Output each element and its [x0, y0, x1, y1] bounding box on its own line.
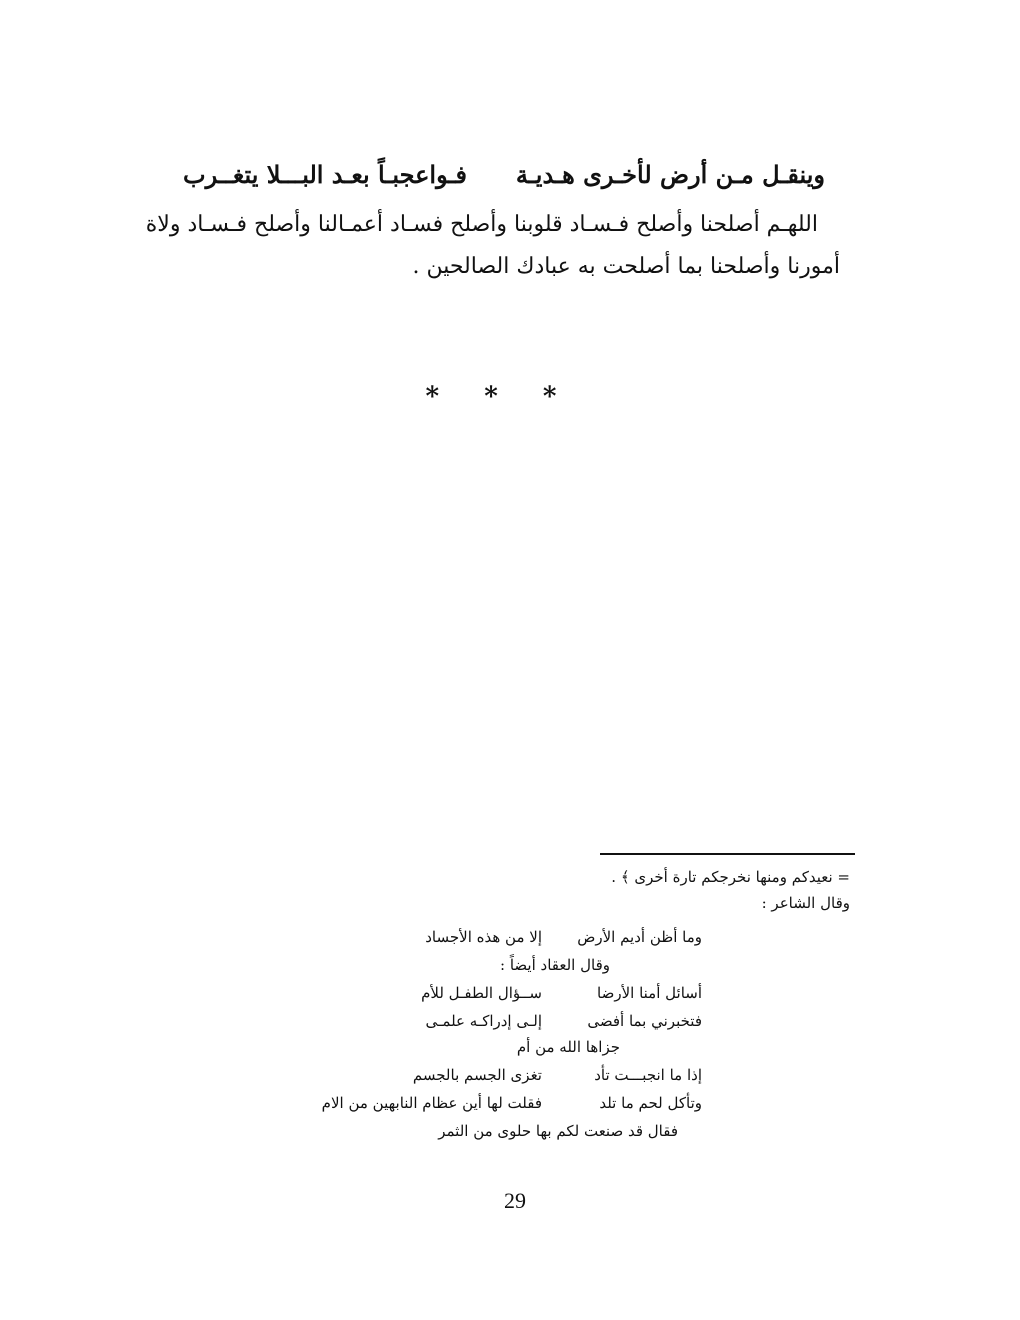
- poem-second-half: ســؤال الطفـل للأم: [421, 984, 542, 1002]
- prayer-line-1: اللهـم أصلحنا وأصلح فـسـاد قلوبنا وأصلح فسـاد أعمـالنا وأصلح فـسـاد ولاة: [145, 212, 818, 237]
- footnote-divider: [600, 853, 855, 855]
- poem-single-line: وقال العقاد أيضاً :: [500, 956, 610, 974]
- poem-first-half: فتخبرني بما أفضى: [587, 1012, 702, 1030]
- verse-second-hemistich: فـواعجبـاً بعـد البـــلا يتغــرب: [183, 160, 467, 189]
- poem-row: [250, 1012, 850, 1040]
- poem-second-half: إلـى إدراكـه علمـى: [425, 1012, 542, 1030]
- section-separator: * * *: [425, 382, 575, 412]
- poem-row: [250, 984, 850, 1012]
- poem-first-half: إذا ما انجبـــت تأد: [594, 1066, 702, 1084]
- footnote-continuation: = نعيدكم ومنها نخرجكم تارة أخرى ﴾ .: [611, 868, 850, 886]
- poem-row: [250, 1094, 850, 1122]
- poem-second-half: تغزى الجسم بالجسم: [412, 1066, 542, 1084]
- poem-single-line: فقال قد صنعت لكم بها حلوى من الثمر: [438, 1122, 678, 1140]
- poem-row: [250, 1122, 850, 1150]
- poem-first-half: وتأكل لحم ما تلد: [599, 1094, 702, 1112]
- poem-row: [250, 1066, 850, 1094]
- prayer-paragraph: [145, 204, 840, 288]
- poem-row: [250, 1038, 850, 1066]
- verse-first-hemistich: وينقـل مـن أرض لأخـرى هـديـة: [515, 160, 825, 189]
- poem-second-half: فقلت لها أين عظام النابهين من الام: [321, 1094, 542, 1112]
- poem-row: [250, 956, 850, 984]
- poem-row: [250, 928, 850, 956]
- poem-second-half: إلا من هذه الأجساد: [425, 928, 542, 946]
- page-number: 29: [504, 1188, 526, 1213]
- poem-first-half: وما أظن أديم الأرض: [577, 928, 702, 946]
- verse-line: [183, 160, 825, 204]
- poem-first-half: أسائل أمنا الأرضا: [597, 984, 702, 1002]
- footnote-poet-said: وقال الشاعر :: [761, 894, 850, 912]
- poem-single-line: جزاها الله من أم: [516, 1038, 620, 1056]
- prayer-line-2: أمورنا وأصلحنا بما أصلحت به عبادك الصالحين .: [412, 254, 840, 279]
